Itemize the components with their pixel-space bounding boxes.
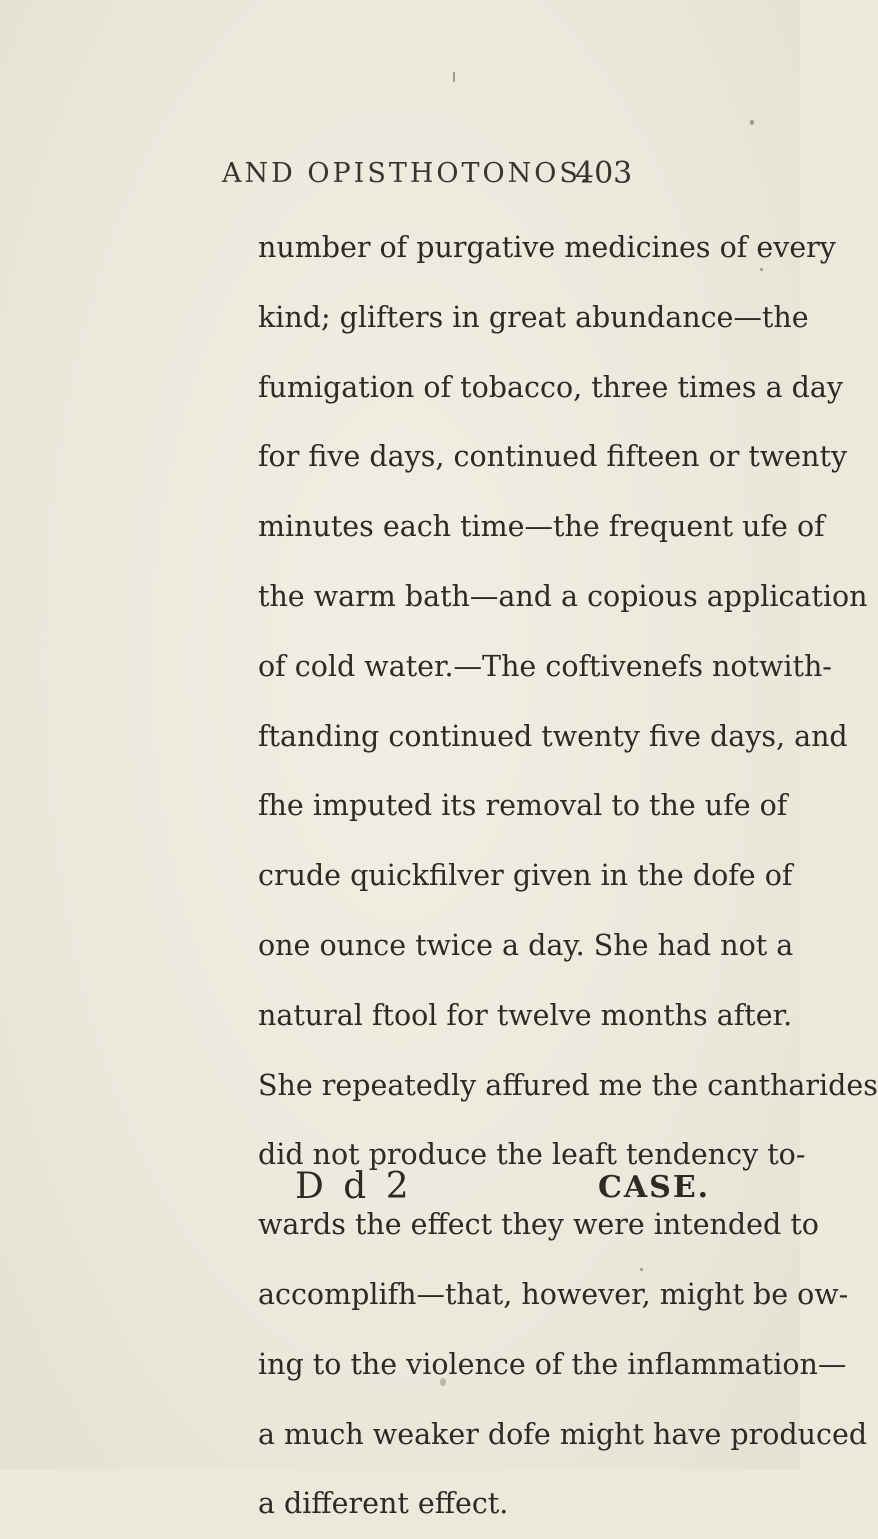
text-line: one ounce twice a day. She had not a [258, 928, 794, 962]
text-line: fhe imputed its removal to the ufe of [258, 789, 788, 823]
running-title: AND OPISTHOTONOS. [222, 158, 592, 189]
text-line: a different effect. [258, 1487, 509, 1521]
paper-speck [640, 1268, 643, 1271]
text-line: ftanding continued twenty five days, and [258, 719, 848, 753]
catchword: CASE. [598, 1170, 711, 1205]
text-line: accomplifh—that, however, might be ow- [258, 1277, 849, 1311]
text-line: minutes each time—the frequent ufe of [258, 510, 825, 544]
paper-speck [453, 72, 455, 82]
page-footer [0, 1166, 800, 1226]
text-line: a much weaker dofe might have produced [258, 1417, 868, 1451]
text-line: of cold water.—The coftivenefs notwith- [258, 649, 832, 683]
text-line: She repeatedly affured me the cantharides [258, 1068, 878, 1102]
text-line: number of purgative medicines of every [258, 231, 836, 264]
page-header [0, 148, 800, 198]
signature-mark: D d 2 [295, 1166, 413, 1207]
text-line: kind; glifters in great abundance—the [258, 300, 809, 334]
text-line: did not produce the leaft tendency to- [258, 1138, 806, 1172]
page-number: 403 [575, 156, 633, 191]
text-line: ing to the violence of the inflammation— [258, 1347, 847, 1381]
text-line: natural ftool for twelve months after. [258, 998, 793, 1032]
paper-speck [440, 1378, 446, 1386]
text-line: the warm bath—and a copious application [258, 579, 868, 613]
paper-speck [750, 120, 754, 125]
text-line: crude quickfilver given in the dofe of [258, 859, 793, 893]
paper-speck [760, 268, 763, 271]
body-text [258, 213, 878, 1539]
text-line: fumigation of tobacco, three times a day [258, 370, 843, 404]
text-line: wards the effect they were intended to [258, 1208, 819, 1242]
text-line: for five days, continued fifteen or twenty [258, 440, 848, 474]
